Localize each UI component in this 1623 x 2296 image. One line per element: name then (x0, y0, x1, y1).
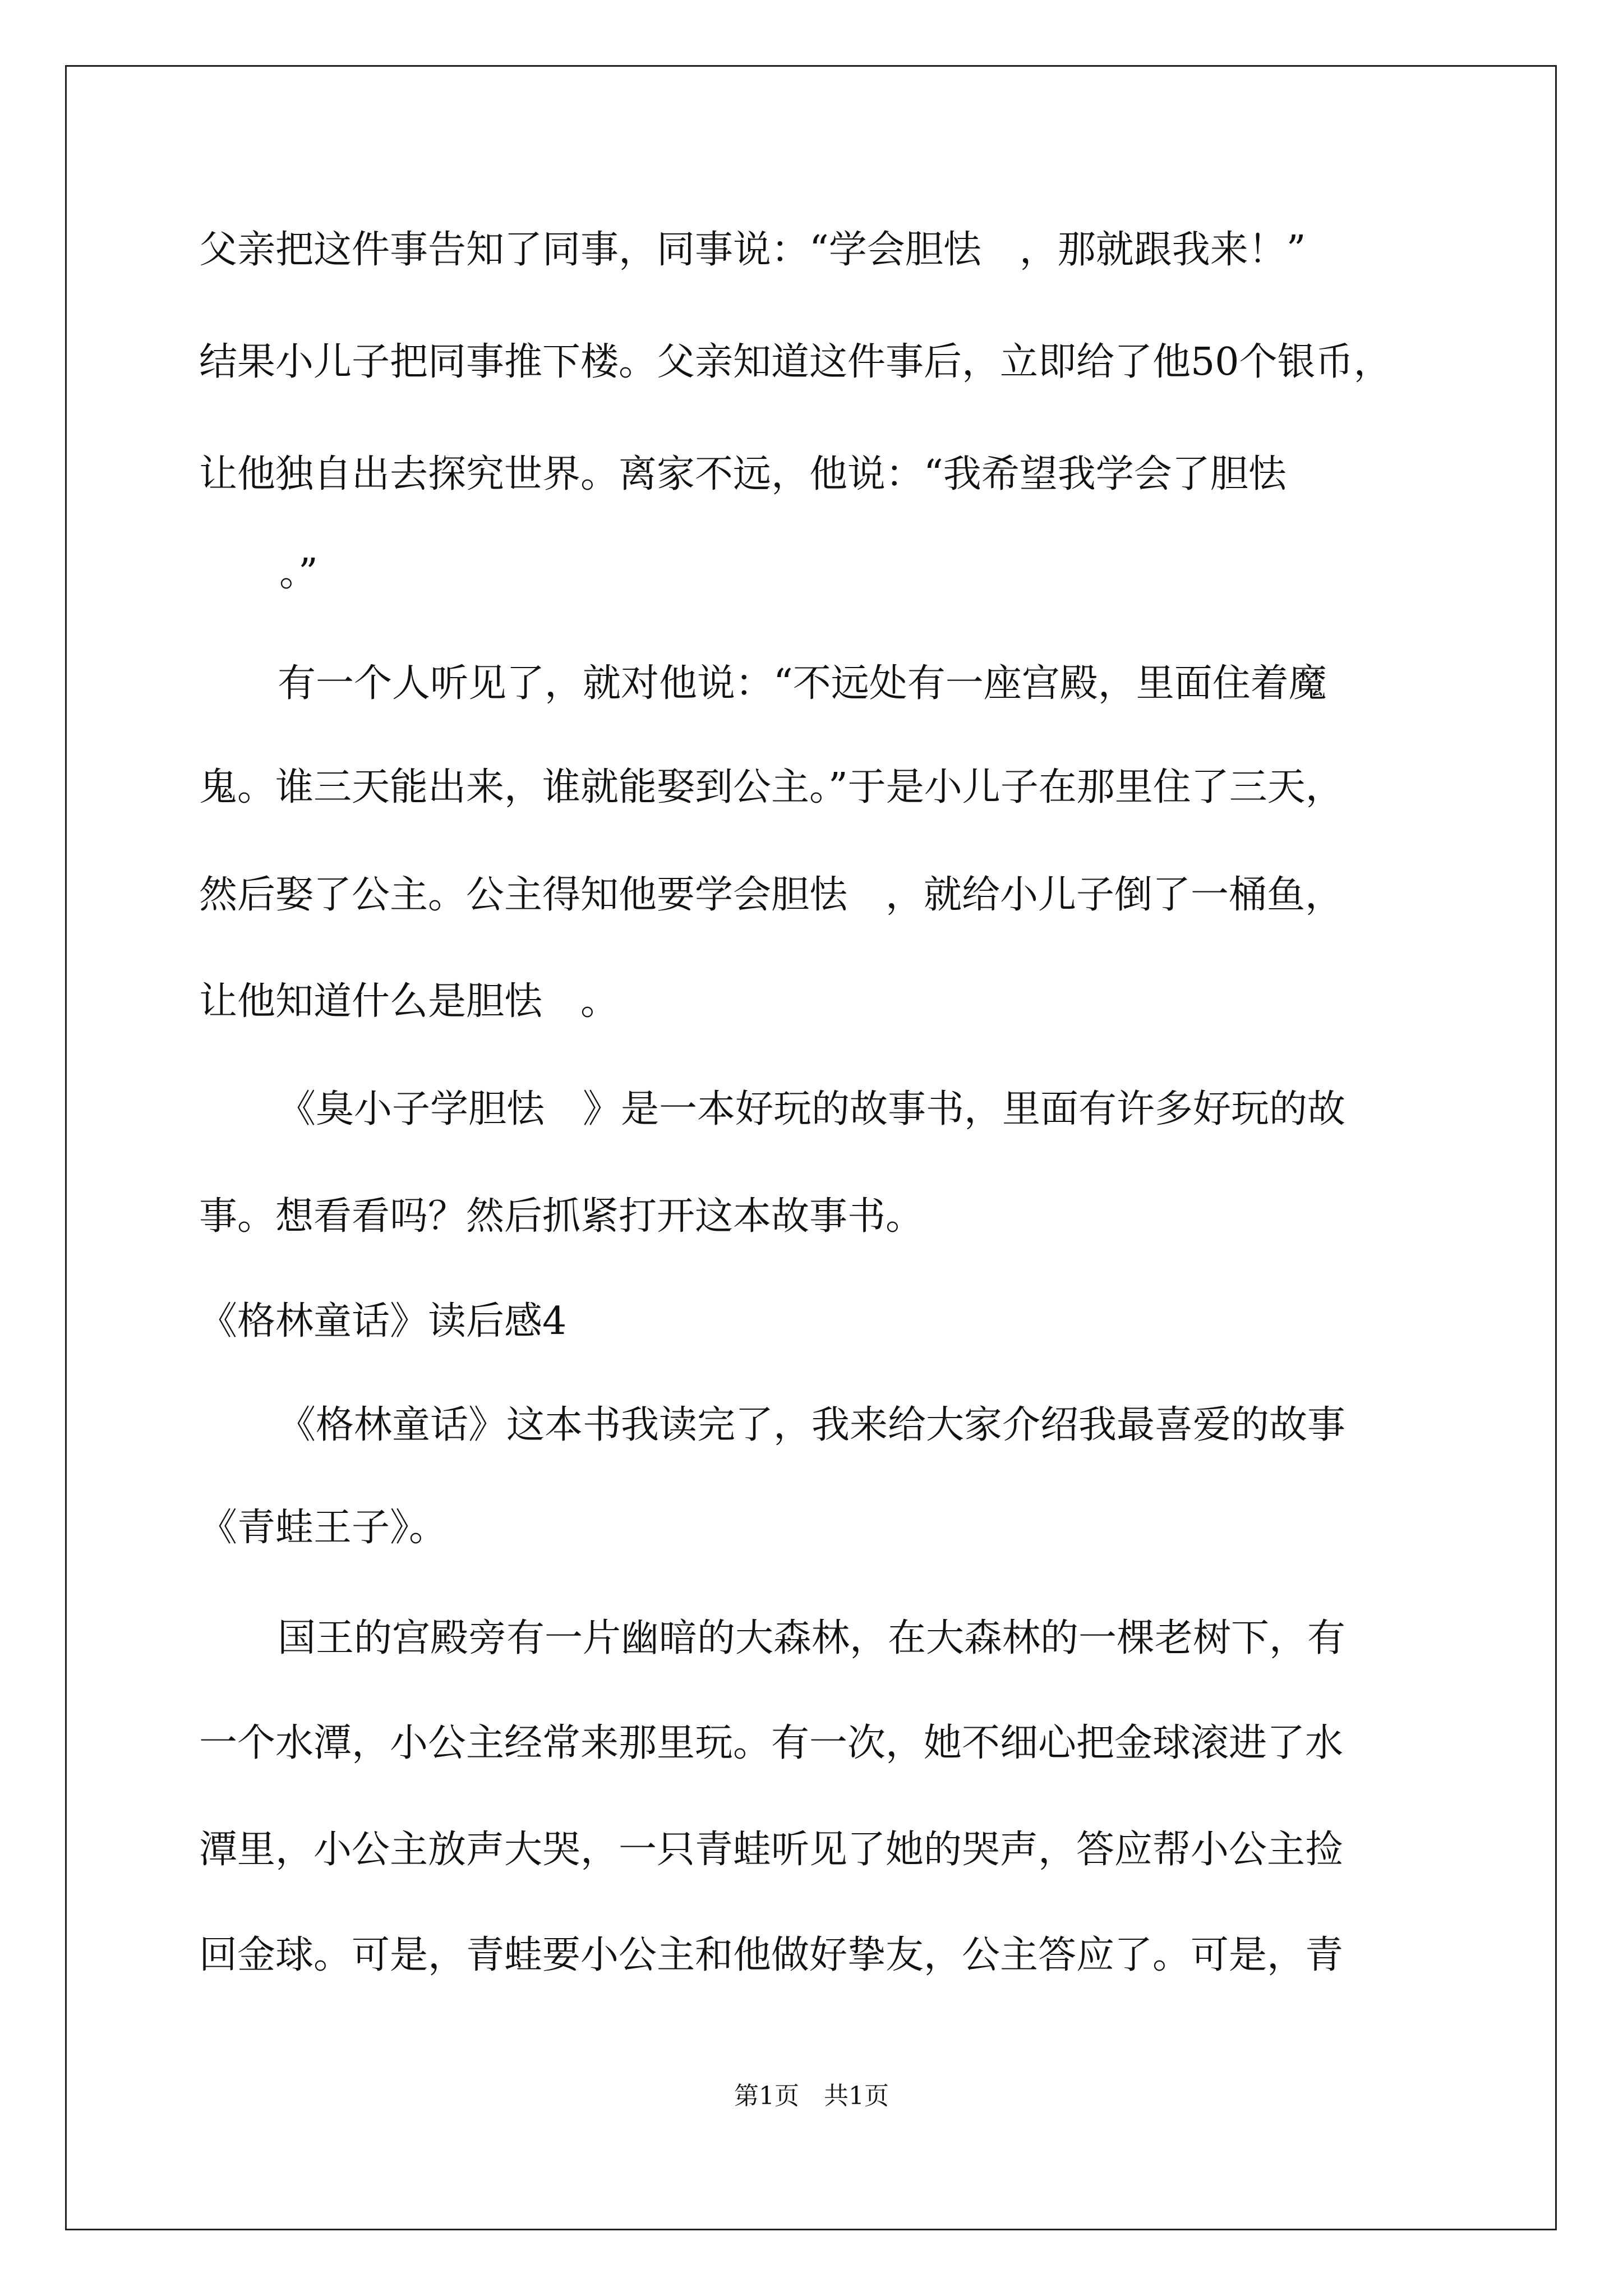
text-line: 让他知道什么是胆怯 。 (199, 979, 619, 1024)
text-line: 让他独自出去探究世界。离家不远，他说：“我希望我学会了胆怯 (199, 452, 1287, 496)
text-line: 《青蛙王子》。 (199, 1506, 448, 1550)
page-footer: 第1页 共1页 (734, 2082, 889, 2110)
text-line: 回金球。可是，青蛙要小公主和他做好挚友，公主答应了。可是，青 (199, 1933, 1344, 1977)
text-line: 父亲把这件事告知了同事，同事说：“学会胆怯 ，那就跟我来！” (199, 228, 1306, 272)
text-line: 有一个人听见了，就对他说：“不远处有一座宫殿，里面住着魔 (278, 661, 1327, 706)
text-line: 国王的宫殿旁有一片幽暗的大森林，在大森林的一棵老树下，有 (278, 1616, 1346, 1660)
text-line: 《臭小子学胆怯 》是一本好玩的故事书，里面有许多好玩的故 (278, 1087, 1346, 1131)
text-line: 。” (241, 551, 318, 595)
text-line: 潭里，小公主放声大哭，一只青蛙听见了她的哭声，答应帮小公主捡 (199, 1828, 1344, 1872)
text-line: 结果小儿子把同事推下楼。父亲知道这件事后，立即给了他50个银币， (199, 340, 1392, 384)
section-heading: 《格林童话》读后感4 (199, 1299, 567, 1343)
text-line: 鬼。谁三天能出来，谁就能娶到公主。”于是小儿子在那里住了三天， (199, 765, 1344, 809)
page-border (65, 65, 1557, 2230)
text-line: 《格林童话》这本书我读完了，我来给大家介绍我最喜爱的故事 (278, 1403, 1346, 1447)
text-line: 事。想看看吗？然后抓紧打开这本故事书。 (199, 1194, 924, 1239)
text-line: 一个水潭，小公主经常来那里玩。有一次，她不细心把金球滚进了水 (199, 1721, 1344, 1765)
text-line: 然后娶了公主。公主得知他要学会胆怯 ，就给小儿子倒了一桶鱼， (199, 873, 1344, 917)
